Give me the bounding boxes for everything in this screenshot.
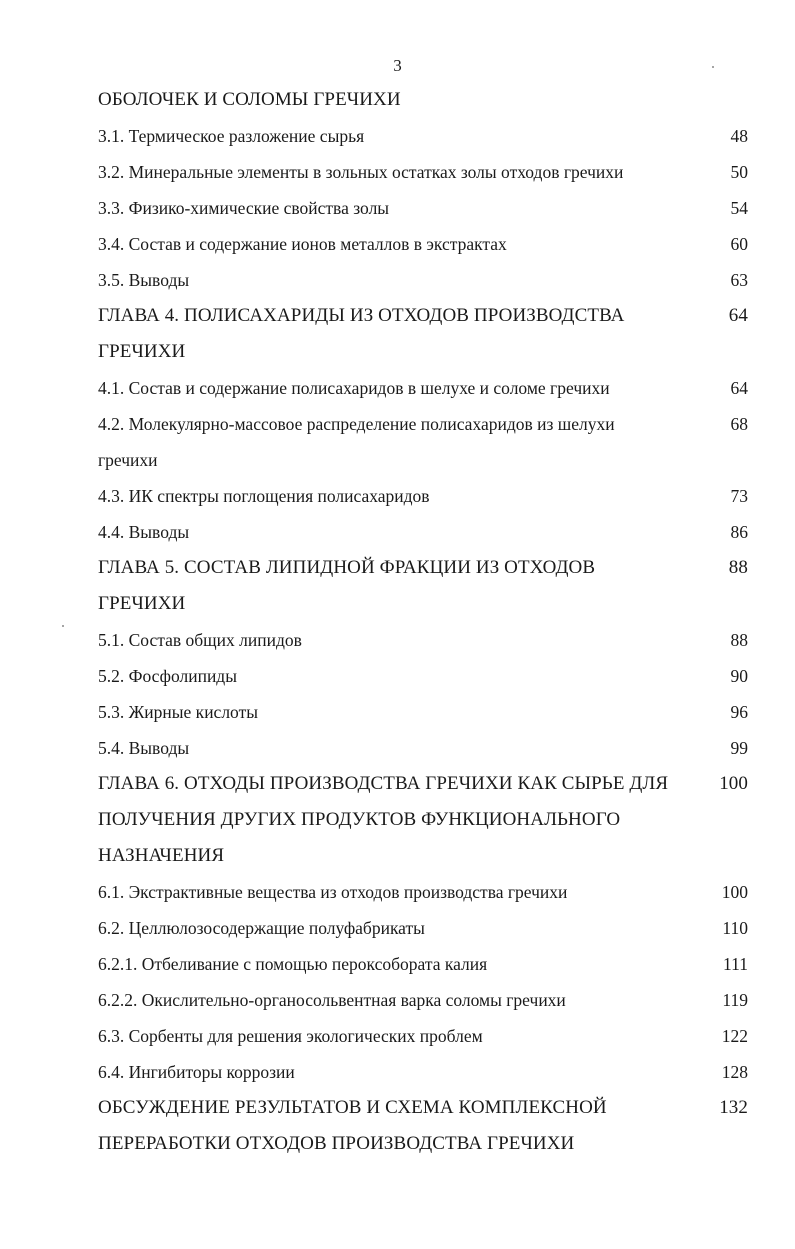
toc-heading-row — [98, 298, 748, 334]
toc-heading-row — [98, 550, 748, 586]
toc-entry-page: 122 — [721, 1026, 748, 1046]
toc-entry-row — [98, 1018, 748, 1054]
toc-entry-title: 5.4. Выводы — [98, 738, 190, 758]
toc-entry-title: НАЗНАЧЕНИЯ — [98, 845, 225, 866]
toc-entry-title: ГЛАВА 5. СОСТАВ ЛИПИДНОЙ ФРАКЦИИ ИЗ ОТХОДОВ — [98, 557, 596, 578]
toc-entry-title: ГРЕЧИХИ — [98, 593, 186, 614]
toc-entry-row — [98, 370, 748, 406]
toc-entry-page: 99 — [730, 738, 748, 758]
toc-entry-page: 68 — [730, 414, 748, 434]
toc-heading-row — [98, 802, 748, 838]
toc-entry-title: ПОЛУЧЕНИЯ ДРУГИХ ПРОДУКТОВ ФУНКЦИОНАЛЬНОГО — [98, 809, 621, 830]
toc-entry-row — [98, 514, 748, 550]
toc-entry-title: 4.3. ИК спектры поглощения полисахаридов — [98, 486, 430, 506]
toc-entry-row — [98, 982, 748, 1018]
toc-entry-title: ОБСУЖДЕНИЕ РЕЗУЛЬТАТОВ И СХЕМА КОМПЛЕКСНОЙ — [98, 1097, 607, 1118]
toc-entry-title: 4.1. Состав и содержание полисахаридов в шелухе и соломе гречихи — [98, 378, 610, 398]
toc-entry-title: 5.2. Фосфолипиды — [98, 666, 237, 686]
toc-entry-page: 96 — [730, 702, 748, 722]
toc-heading-row — [98, 838, 748, 874]
toc-heading-row — [98, 82, 748, 118]
toc-entry-title: 6.2.1. Отбеливание с помощью пероксобората калия — [98, 954, 488, 974]
toc-entry-row — [98, 694, 748, 730]
toc-entry-row — [98, 874, 748, 910]
toc-entry-page: 110 — [722, 918, 748, 938]
toc-entry-page: 90 — [730, 666, 748, 686]
toc-entry-title: 3.4. Состав и содержание ионов металлов в экстрактах — [98, 234, 507, 254]
toc-entry-row — [98, 1054, 748, 1090]
toc-entry-page: 100 — [721, 882, 748, 902]
toc-entry-title: 3.3. Физико-химические свойства золы — [98, 198, 390, 218]
toc-heading-row — [98, 334, 748, 370]
toc-entry-page: 64 — [728, 305, 748, 326]
toc-entry-title: ГЛАВА 6. ОТХОДЫ ПРОИЗВОДСТВА ГРЕЧИХИ КАК СЫРЬЕ ДЛЯ — [98, 773, 669, 794]
toc-entry-page: 111 — [723, 954, 748, 974]
toc-entry-page: 50 — [730, 162, 748, 182]
toc-entry-row — [98, 658, 748, 694]
toc-entry-title: ПЕРЕРАБОТКИ ОТХОДОВ ПРОИЗВОДСТВА ГРЕЧИХИ — [98, 1133, 575, 1154]
toc-entry-title: 6.1. Экстрактивные вещества из отходов производства гречихи — [98, 882, 568, 902]
toc-entry-page: 119 — [722, 990, 748, 1010]
toc-entry-title: гречихи — [98, 450, 158, 470]
toc-entry-page: 86 — [730, 522, 748, 542]
scan-speck — [62, 625, 64, 627]
toc-entry-title: 4.4. Выводы — [98, 522, 190, 542]
toc-entry-title: 5.3. Жирные кислоты — [98, 702, 258, 722]
toc-entry-title: 6.2. Целлюлозосодержащие полуфабрикаты — [98, 918, 425, 938]
toc-entry-title: 4.2. Молекулярно-массовое распределение полисахаридов из шелухи — [98, 414, 615, 434]
scan-speck — [712, 66, 714, 68]
toc-entry-page: 64 — [730, 378, 748, 398]
page-number: 3 — [393, 56, 402, 75]
toc-entry-row — [98, 478, 748, 514]
toc-entry-page: 88 — [730, 630, 748, 650]
toc-entry-row — [98, 406, 748, 442]
toc-heading-row — [98, 766, 748, 802]
toc-entry-title: ГРЕЧИХИ — [98, 341, 186, 362]
toc-entry-row — [98, 442, 748, 478]
toc-entry-page: 88 — [728, 557, 748, 578]
toc-entry-page: 48 — [730, 126, 748, 146]
toc-entry-title: 3.1. Термическое разложение сырья — [98, 126, 365, 146]
toc-entry-page: 63 — [730, 270, 748, 290]
toc-entry-row — [98, 730, 748, 766]
toc-entry-page: 54 — [730, 198, 748, 218]
toc-entry-row — [98, 190, 748, 226]
toc-entry-page: 132 — [719, 1097, 748, 1118]
toc-entry-title: 5.1. Состав общих липидов — [98, 630, 302, 650]
toc-entry-title: 6.3. Сорбенты для решения экологических проблем — [98, 1026, 483, 1046]
toc-entry-title: ГЛАВА 4. ПОЛИСАХАРИДЫ ИЗ ОТХОДОВ ПРОИЗВОДСТВА — [98, 305, 625, 326]
toc-heading-row — [98, 586, 748, 622]
toc-entry-page: 73 — [730, 486, 748, 506]
toc-entry-row — [98, 154, 748, 190]
toc-entry-title: 3.2. Минеральные элементы в зольных остатках золы отходов гречихи — [98, 162, 624, 182]
toc-entry-row — [98, 622, 748, 658]
toc-entry-title: ОБОЛОЧЕК И СОЛОМЫ ГРЕЧИХИ — [98, 89, 401, 110]
toc-entry-row — [98, 226, 748, 262]
toc-entry-row — [98, 946, 748, 982]
toc-entry-title: 3.5. Выводы — [98, 270, 190, 290]
table-of-contents — [98, 82, 748, 1162]
toc-entry-row — [98, 118, 748, 154]
toc-entry-row — [98, 262, 748, 298]
toc-entry-page: 60 — [730, 234, 748, 254]
toc-entry-page: 100 — [719, 773, 748, 794]
toc-entry-row — [98, 910, 748, 946]
toc-heading-row — [98, 1090, 748, 1126]
toc-heading-row — [98, 1126, 748, 1162]
toc-entry-title: 6.2.2. Окислительно-органосольвентная варка соломы гречихи — [98, 990, 566, 1010]
toc-entry-page: 128 — [721, 1062, 748, 1082]
toc-entry-title: 6.4. Ингибиторы коррозии — [98, 1062, 295, 1082]
